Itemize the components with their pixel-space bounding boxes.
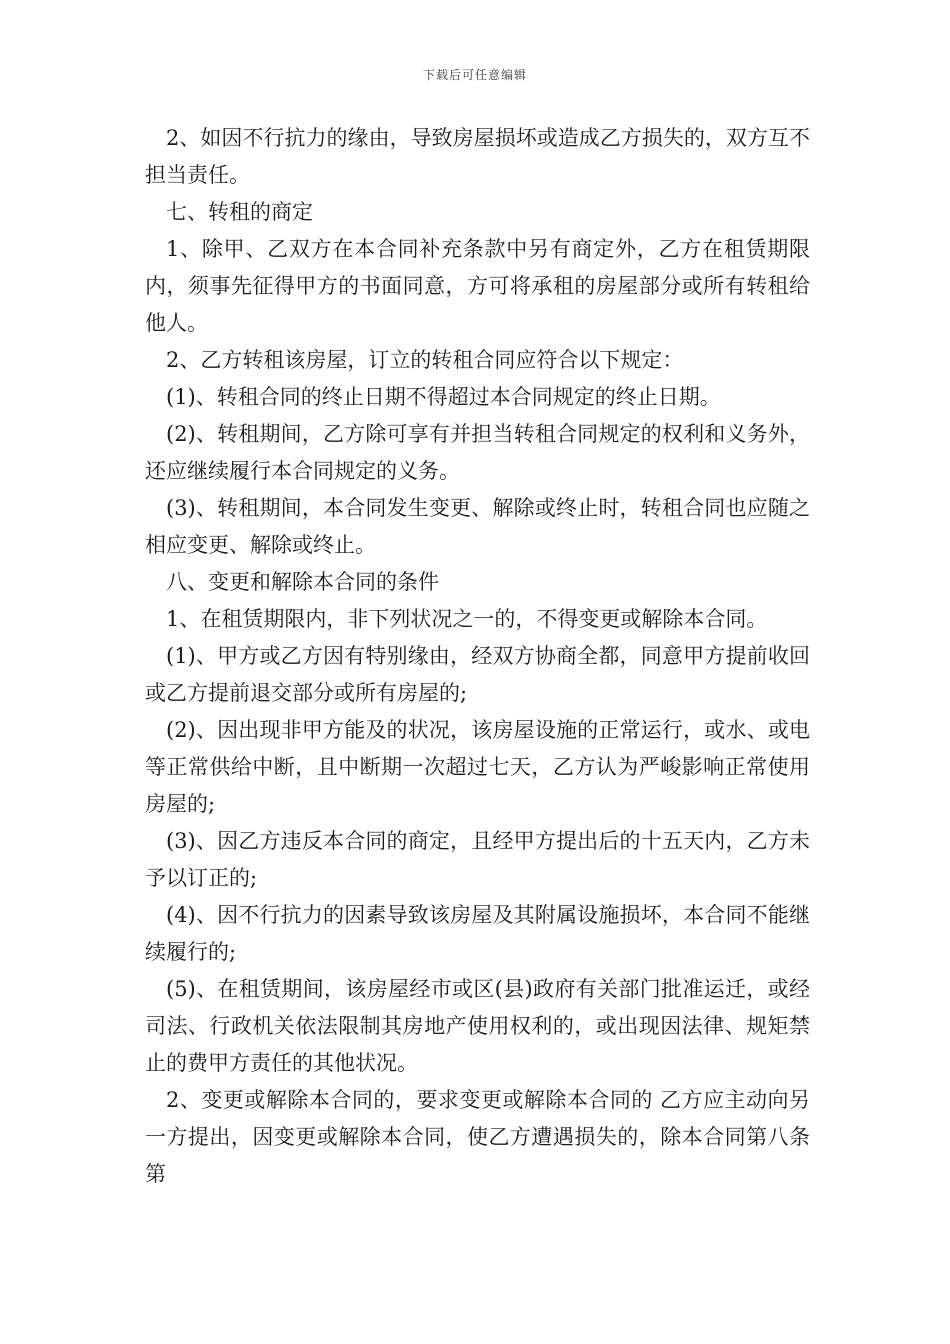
paragraph: (1)、转租合同的终止日期不得超过本合同规定的终止日期。 bbox=[166, 385, 721, 409]
paragraph: 2、乙方转租该房屋，订立的转租合同应符合以下规定： bbox=[166, 348, 684, 372]
paragraph: 2、变更或解除本合同的，要求变更或解除本合同的 乙方应主动向另一方提出，因变更或解除本合同，使乙方遭遇损失的，除本合同第八条第 bbox=[145, 1088, 810, 1186]
header-note: 下载后可任意编辑 bbox=[422, 68, 527, 82]
paragraph: 1、除甲、乙双方在本合同补充条款中另有商定外，乙方在租赁期限内，须事先征得甲方的书面同意，方可将承租的房屋部分或所有转租给他人。 bbox=[145, 237, 810, 335]
section-heading: 七、转租的商定 bbox=[166, 200, 313, 224]
paragraph: (2)、因出现非甲方能及的状况，该房屋设施的正常运行，或水、或电等正常供给中断，且中断期一次超过七天，乙方认为严峻影响正常使用房屋的; bbox=[145, 718, 810, 816]
paragraph: (1)、甲方或乙方因有特别缘由，经双方协商全都，同意甲方提前收回或乙方提前退交部分或所有房屋的; bbox=[145, 644, 810, 705]
paragraph: (4)、因不行抗力的因素导致该房屋及其附属设施损坏，本合同不能继续履行的; bbox=[145, 903, 810, 964]
paragraph: (2)、转租期间，乙方除可享有并担当转租合同规定的权利和义务外，还应继续履行本合同规定的义务。 bbox=[145, 422, 810, 483]
document-body bbox=[145, 120, 810, 1193]
paragraph: (3)、因乙方违反本合同的商定，且经甲方提出后的十五天内，乙方未予以订正的; bbox=[145, 829, 810, 890]
paragraph: (5)、在租赁期间，该房屋经市或区(县)政府有关部门批准运迁，或经司法、行政机关依法限制其房地产使用权利的，或出现因法律、规矩禁止的费甲方责任的其他状况。 bbox=[145, 977, 810, 1075]
paragraph: 1、在租赁期限内，非下列状况之一的，不得变更或解除本合同。 bbox=[166, 607, 768, 631]
section-heading: 八、变更和解除本合同的条件 bbox=[166, 570, 439, 594]
paragraph: (3)、转租期间，本合同发生变更、解除或终止时，转租合同也应随之相应变更、解除或终止。 bbox=[145, 496, 810, 557]
paragraph: 2、如因不行抗力的缘由，导致房屋损坏或造成乙方损失的，双方互不担当责任。 bbox=[145, 126, 810, 187]
